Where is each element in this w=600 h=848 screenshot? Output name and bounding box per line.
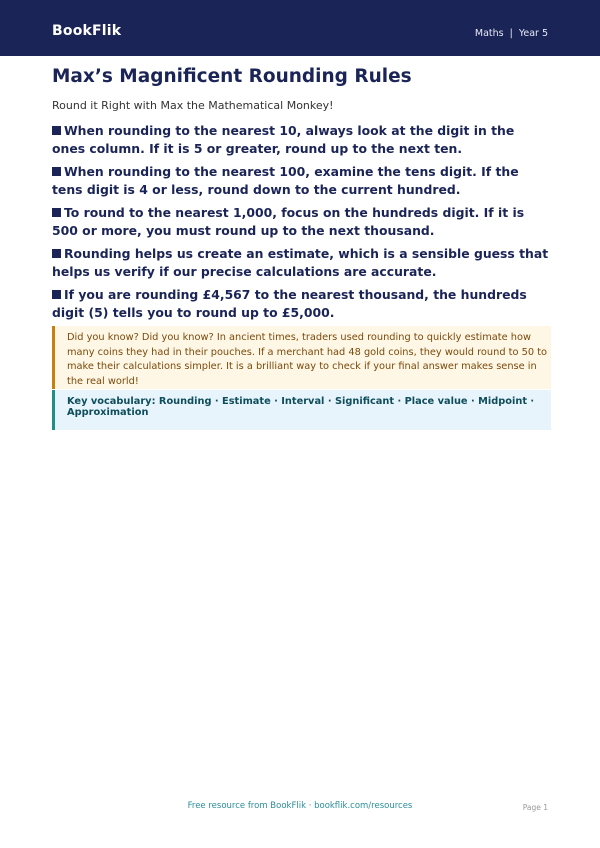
brand-logo[interactable]: BookFlik xyxy=(52,23,122,39)
page-subtitle: Round it Right with Max the Mathematical Monkey! xyxy=(52,99,334,112)
breadcrumb-separator: | xyxy=(509,28,513,39)
rule-text: To round to the nearest 1,000, focus on the hundreds digit. If it is 500 or more, you must round up to the next thousand. xyxy=(52,205,525,238)
rule-item xyxy=(52,245,550,281)
breadcrumb-subject[interactable]: Maths xyxy=(474,28,504,39)
rule-item xyxy=(52,204,550,240)
page-number: Page 1 xyxy=(522,803,548,812)
breadcrumb-year[interactable]: Year 5 xyxy=(518,28,548,39)
rules-list xyxy=(52,122,550,327)
rule-item xyxy=(52,286,550,322)
square-bullet-icon xyxy=(52,290,61,299)
rule-text: If you are rounding £4,567 to the nearest thousand, the hundreds digit (5) tells you to round up to £5,000. xyxy=(52,287,527,320)
rule-text: When rounding to the nearest 10, always look at the digit in the ones column. If it is 5 or greater, round up to the next ten. xyxy=(52,123,515,156)
square-bullet-icon xyxy=(52,167,61,176)
footer-link[interactable]: Free resource from BookFlik · bookflik.com/resources xyxy=(187,801,413,811)
breadcrumb xyxy=(475,28,548,39)
rule-item xyxy=(52,122,550,158)
square-bullet-icon xyxy=(52,249,61,258)
square-bullet-icon xyxy=(52,126,61,135)
square-bullet-icon xyxy=(52,208,61,217)
page-title: Max’s Magnificent Rounding Rules xyxy=(52,66,412,87)
rule-text: Rounding helps us create an estimate, which is a sensible guess that helps us verify if our precise calculations are accurate. xyxy=(52,246,549,279)
rule-text: When rounding to the nearest 100, examine the tens digit. If the tens digit is 4 or less, round down to the current hundred. xyxy=(52,164,519,197)
rule-item xyxy=(52,163,550,199)
vocabulary-box: Key vocabulary: Rounding · Estimate · Interval · Significant · Place value · Midpoint · Approximation xyxy=(52,390,551,430)
fact-box: Did you know? Did you know? In ancient times, traders used rounding to quickly estimate how many coins they had in their pouches. If a merchant had 48 gold coins, they would round to 50 to make their calculations simpler. It is a brilliant way to check if your final answer makes sense in the real world! xyxy=(52,326,551,389)
page-header xyxy=(0,0,600,56)
